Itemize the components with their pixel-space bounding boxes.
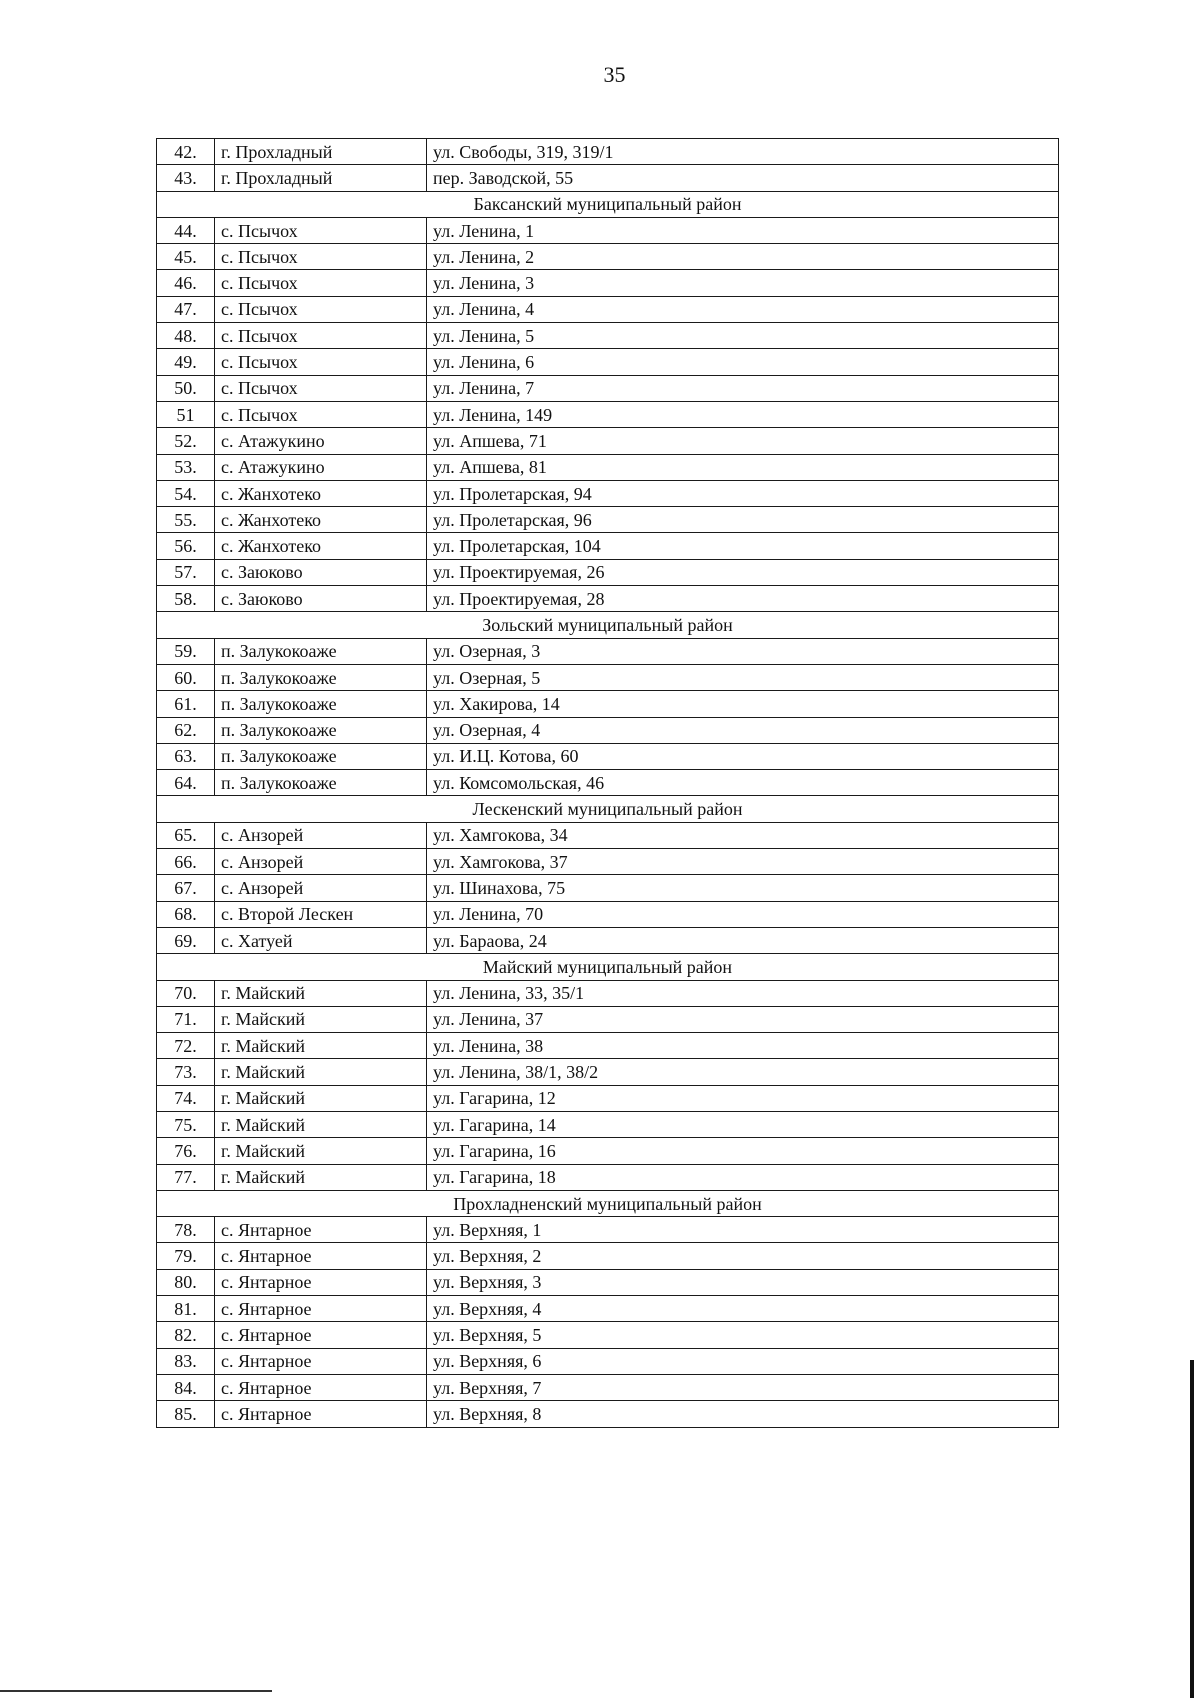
locality-cell: с. Псычох (215, 375, 427, 401)
locality-cell: с. Второй Лескен (215, 901, 427, 927)
table-row (157, 217, 1059, 243)
address-cell: ул. Ленина, 70 (427, 901, 1059, 927)
locality-cell: г. Майский (215, 1006, 427, 1032)
address-cell: ул. Ленина, 38 (427, 1033, 1059, 1059)
locality-cell: с. Псычох (215, 270, 427, 296)
address-cell: ул. Хамгокова, 34 (427, 822, 1059, 848)
locality-cell: г. Майский (215, 1085, 427, 1111)
locality-cell: п. Залукокоаже (215, 743, 427, 769)
table-row (157, 1217, 1059, 1243)
address-cell: ул. Ленина, 33, 35/1 (427, 980, 1059, 1006)
table-row (157, 901, 1059, 927)
section-row (157, 796, 1059, 822)
table-row (157, 717, 1059, 743)
address-cell: ул. Ленина, 1 (427, 217, 1059, 243)
locality-cell: п. Залукокоаже (215, 664, 427, 690)
row-number: 84. (157, 1374, 215, 1400)
table-row (157, 1164, 1059, 1190)
row-number: 44. (157, 217, 215, 243)
table-row (157, 454, 1059, 480)
locality-cell: с. Псычох (215, 296, 427, 322)
row-number: 61. (157, 691, 215, 717)
table-row (157, 1059, 1059, 1085)
table-row (157, 1006, 1059, 1032)
row-number: 63. (157, 743, 215, 769)
row-number: 75. (157, 1111, 215, 1137)
row-number: 69. (157, 927, 215, 953)
locality-cell: с. Псычох (215, 401, 427, 427)
table-row (157, 1085, 1059, 1111)
row-number: 42. (157, 139, 215, 165)
row-number: 47. (157, 296, 215, 322)
address-cell: ул. Проектируемая, 28 (427, 586, 1059, 612)
address-cell: ул. Проектируемая, 26 (427, 559, 1059, 585)
address-cell: ул. И.Ц. Котова, 60 (427, 743, 1059, 769)
locality-cell: с. Атажукино (215, 454, 427, 480)
address-cell: ул. Пролетарская, 96 (427, 507, 1059, 533)
address-cell: ул. Шинахова, 75 (427, 875, 1059, 901)
address-cell: ул. Озерная, 3 (427, 638, 1059, 664)
address-cell: ул. Верхняя, 5 (427, 1322, 1059, 1348)
row-number: 60. (157, 664, 215, 690)
address-cell: ул. Комсомольская, 46 (427, 770, 1059, 796)
row-number: 73. (157, 1059, 215, 1085)
row-number: 65. (157, 822, 215, 848)
table-row (157, 1296, 1059, 1322)
locality-cell: с. Янтарное (215, 1322, 427, 1348)
address-cell: ул. Верхняя, 1 (427, 1217, 1059, 1243)
address-cell: ул. Бараова, 24 (427, 927, 1059, 953)
address-cell: ул. Ленина, 149 (427, 401, 1059, 427)
address-cell: ул. Гагарина, 12 (427, 1085, 1059, 1111)
address-cell: ул. Ленина, 4 (427, 296, 1059, 322)
row-number: 66. (157, 849, 215, 875)
row-number: 45. (157, 244, 215, 270)
locality-cell: г. Прохладный (215, 165, 427, 191)
table-row (157, 1243, 1059, 1269)
locality-cell: с. Псычох (215, 323, 427, 349)
row-number: 53. (157, 454, 215, 480)
address-cell: ул. Ленина, 37 (427, 1006, 1059, 1032)
section-title: Зольский муниципальный район (157, 612, 1059, 638)
table-row (157, 428, 1059, 454)
address-cell: ул. Гагарина, 18 (427, 1164, 1059, 1190)
locality-cell: п. Залукокоаже (215, 770, 427, 796)
row-number: 68. (157, 901, 215, 927)
address-cell: ул. Верхняя, 7 (427, 1374, 1059, 1400)
table-row (157, 980, 1059, 1006)
locality-cell: с. Хатуей (215, 927, 427, 953)
address-cell: ул. Верхняя, 2 (427, 1243, 1059, 1269)
row-number: 56. (157, 533, 215, 559)
table-row (157, 533, 1059, 559)
row-number: 46. (157, 270, 215, 296)
section-title: Баксанский муниципальный район (157, 191, 1059, 217)
row-number: 57. (157, 559, 215, 585)
table-row (157, 1269, 1059, 1295)
address-cell: ул. Хамгокова, 37 (427, 849, 1059, 875)
locality-cell: с. Псычох (215, 244, 427, 270)
row-number: 52. (157, 428, 215, 454)
row-number: 78. (157, 1217, 215, 1243)
address-cell: ул. Ленина, 2 (427, 244, 1059, 270)
locality-cell: с. Янтарное (215, 1217, 427, 1243)
row-number: 48. (157, 323, 215, 349)
address-cell: ул. Верхняя, 4 (427, 1296, 1059, 1322)
row-number: 71. (157, 1006, 215, 1032)
table-row (157, 165, 1059, 191)
section-title: Майский муниципальный район (157, 954, 1059, 980)
locality-cell: с. Анзорей (215, 822, 427, 848)
table-row (157, 480, 1059, 506)
table-row (157, 1348, 1059, 1374)
table-row (157, 244, 1059, 270)
locality-cell: с. Псычох (215, 349, 427, 375)
locality-cell: с. Псычох (215, 217, 427, 243)
address-cell: ул. Озерная, 5 (427, 664, 1059, 690)
table-row (157, 323, 1059, 349)
section-row (157, 612, 1059, 638)
table-row (157, 296, 1059, 322)
table-row (157, 875, 1059, 901)
locality-cell: с. Жанхотеко (215, 533, 427, 559)
locality-cell: с. Янтарное (215, 1269, 427, 1295)
table-row (157, 743, 1059, 769)
row-number: 58. (157, 586, 215, 612)
locality-cell: г. Майский (215, 1059, 427, 1085)
row-number: 51 (157, 401, 215, 427)
address-cell: ул. Пролетарская, 94 (427, 480, 1059, 506)
row-number: 49. (157, 349, 215, 375)
table-row (157, 638, 1059, 664)
row-number: 43. (157, 165, 215, 191)
row-number: 83. (157, 1348, 215, 1374)
table-row (157, 1401, 1059, 1427)
address-cell: ул. Гагарина, 16 (427, 1138, 1059, 1164)
table-row (157, 559, 1059, 585)
row-number: 55. (157, 507, 215, 533)
row-number: 77. (157, 1164, 215, 1190)
address-cell: ул. Верхняя, 8 (427, 1401, 1059, 1427)
locality-cell: с. Анзорей (215, 849, 427, 875)
locality-cell: с. Янтарное (215, 1243, 427, 1269)
address-cell: ул. Ленина, 3 (427, 270, 1059, 296)
address-cell: ул. Верхняя, 3 (427, 1269, 1059, 1295)
table-row (157, 1322, 1059, 1348)
table-row (157, 1111, 1059, 1137)
scan-edge-artifact (1190, 1360, 1194, 1698)
locality-cell: п. Залукокоаже (215, 717, 427, 743)
section-title: Лескенский муниципальный район (157, 796, 1059, 822)
table-row (157, 822, 1059, 848)
table-row (157, 349, 1059, 375)
address-cell: ул. Озерная, 4 (427, 717, 1059, 743)
row-number: 50. (157, 375, 215, 401)
section-row (157, 191, 1059, 217)
locality-cell: г. Майский (215, 1164, 427, 1190)
row-number: 67. (157, 875, 215, 901)
locality-cell: с. Янтарное (215, 1374, 427, 1400)
row-number: 85. (157, 1401, 215, 1427)
row-number: 82. (157, 1322, 215, 1348)
locality-cell: с. Заюково (215, 559, 427, 585)
locality-cell: с. Жанхотеко (215, 480, 427, 506)
row-number: 62. (157, 717, 215, 743)
row-number: 80. (157, 1269, 215, 1295)
table-row (157, 1374, 1059, 1400)
table-row (157, 770, 1059, 796)
locality-cell: с. Янтарное (215, 1401, 427, 1427)
address-cell: ул. Апшева, 81 (427, 454, 1059, 480)
row-number: 70. (157, 980, 215, 1006)
locality-cell: г. Майский (215, 980, 427, 1006)
locality-cell: с. Жанхотеко (215, 507, 427, 533)
address-cell: ул. Гагарина, 14 (427, 1111, 1059, 1137)
table-row (157, 1138, 1059, 1164)
locality-cell: с. Анзорей (215, 875, 427, 901)
locality-cell: г. Прохладный (215, 139, 427, 165)
table-row (157, 927, 1059, 953)
table-row (157, 401, 1059, 427)
table-row (157, 375, 1059, 401)
row-number: 64. (157, 770, 215, 796)
table-row (157, 691, 1059, 717)
locality-cell: с. Янтарное (215, 1296, 427, 1322)
row-number: 59. (157, 638, 215, 664)
row-number: 76. (157, 1138, 215, 1164)
address-table (156, 138, 1059, 1428)
row-number: 74. (157, 1085, 215, 1111)
locality-cell: п. Залукокоаже (215, 691, 427, 717)
address-cell: ул. Пролетарская, 104 (427, 533, 1059, 559)
table-row (157, 1033, 1059, 1059)
row-number: 54. (157, 480, 215, 506)
table-row (157, 270, 1059, 296)
table-row (157, 586, 1059, 612)
address-cell: пер. Заводской, 55 (427, 165, 1059, 191)
locality-cell: г. Майский (215, 1138, 427, 1164)
locality-cell: п. Залукокоаже (215, 638, 427, 664)
page-number: 35 (603, 62, 626, 87)
row-number: 79. (157, 1243, 215, 1269)
address-cell: ул. Верхняя, 6 (427, 1348, 1059, 1374)
address-cell: ул. Ленина, 6 (427, 349, 1059, 375)
address-cell: ул. Свободы, 319, 319/1 (427, 139, 1059, 165)
locality-cell: г. Майский (215, 1033, 427, 1059)
table-row (157, 507, 1059, 533)
section-row (157, 1190, 1059, 1216)
address-cell: ул. Апшева, 71 (427, 428, 1059, 454)
table-row (157, 849, 1059, 875)
locality-cell: г. Майский (215, 1111, 427, 1137)
row-number: 81. (157, 1296, 215, 1322)
table-row (157, 664, 1059, 690)
section-title: Прохладненский муниципальный район (157, 1190, 1059, 1216)
section-row (157, 954, 1059, 980)
scan-bottom-line (0, 1690, 272, 1692)
row-number: 72. (157, 1033, 215, 1059)
address-cell: ул. Хакирова, 14 (427, 691, 1059, 717)
locality-cell: с. Заюково (215, 586, 427, 612)
table-row (157, 139, 1059, 165)
locality-cell: с. Атажукино (215, 428, 427, 454)
address-cell: ул. Ленина, 38/1, 38/2 (427, 1059, 1059, 1085)
address-table-body (157, 139, 1059, 1428)
address-cell: ул. Ленина, 5 (427, 323, 1059, 349)
address-cell: ул. Ленина, 7 (427, 375, 1059, 401)
locality-cell: с. Янтарное (215, 1348, 427, 1374)
